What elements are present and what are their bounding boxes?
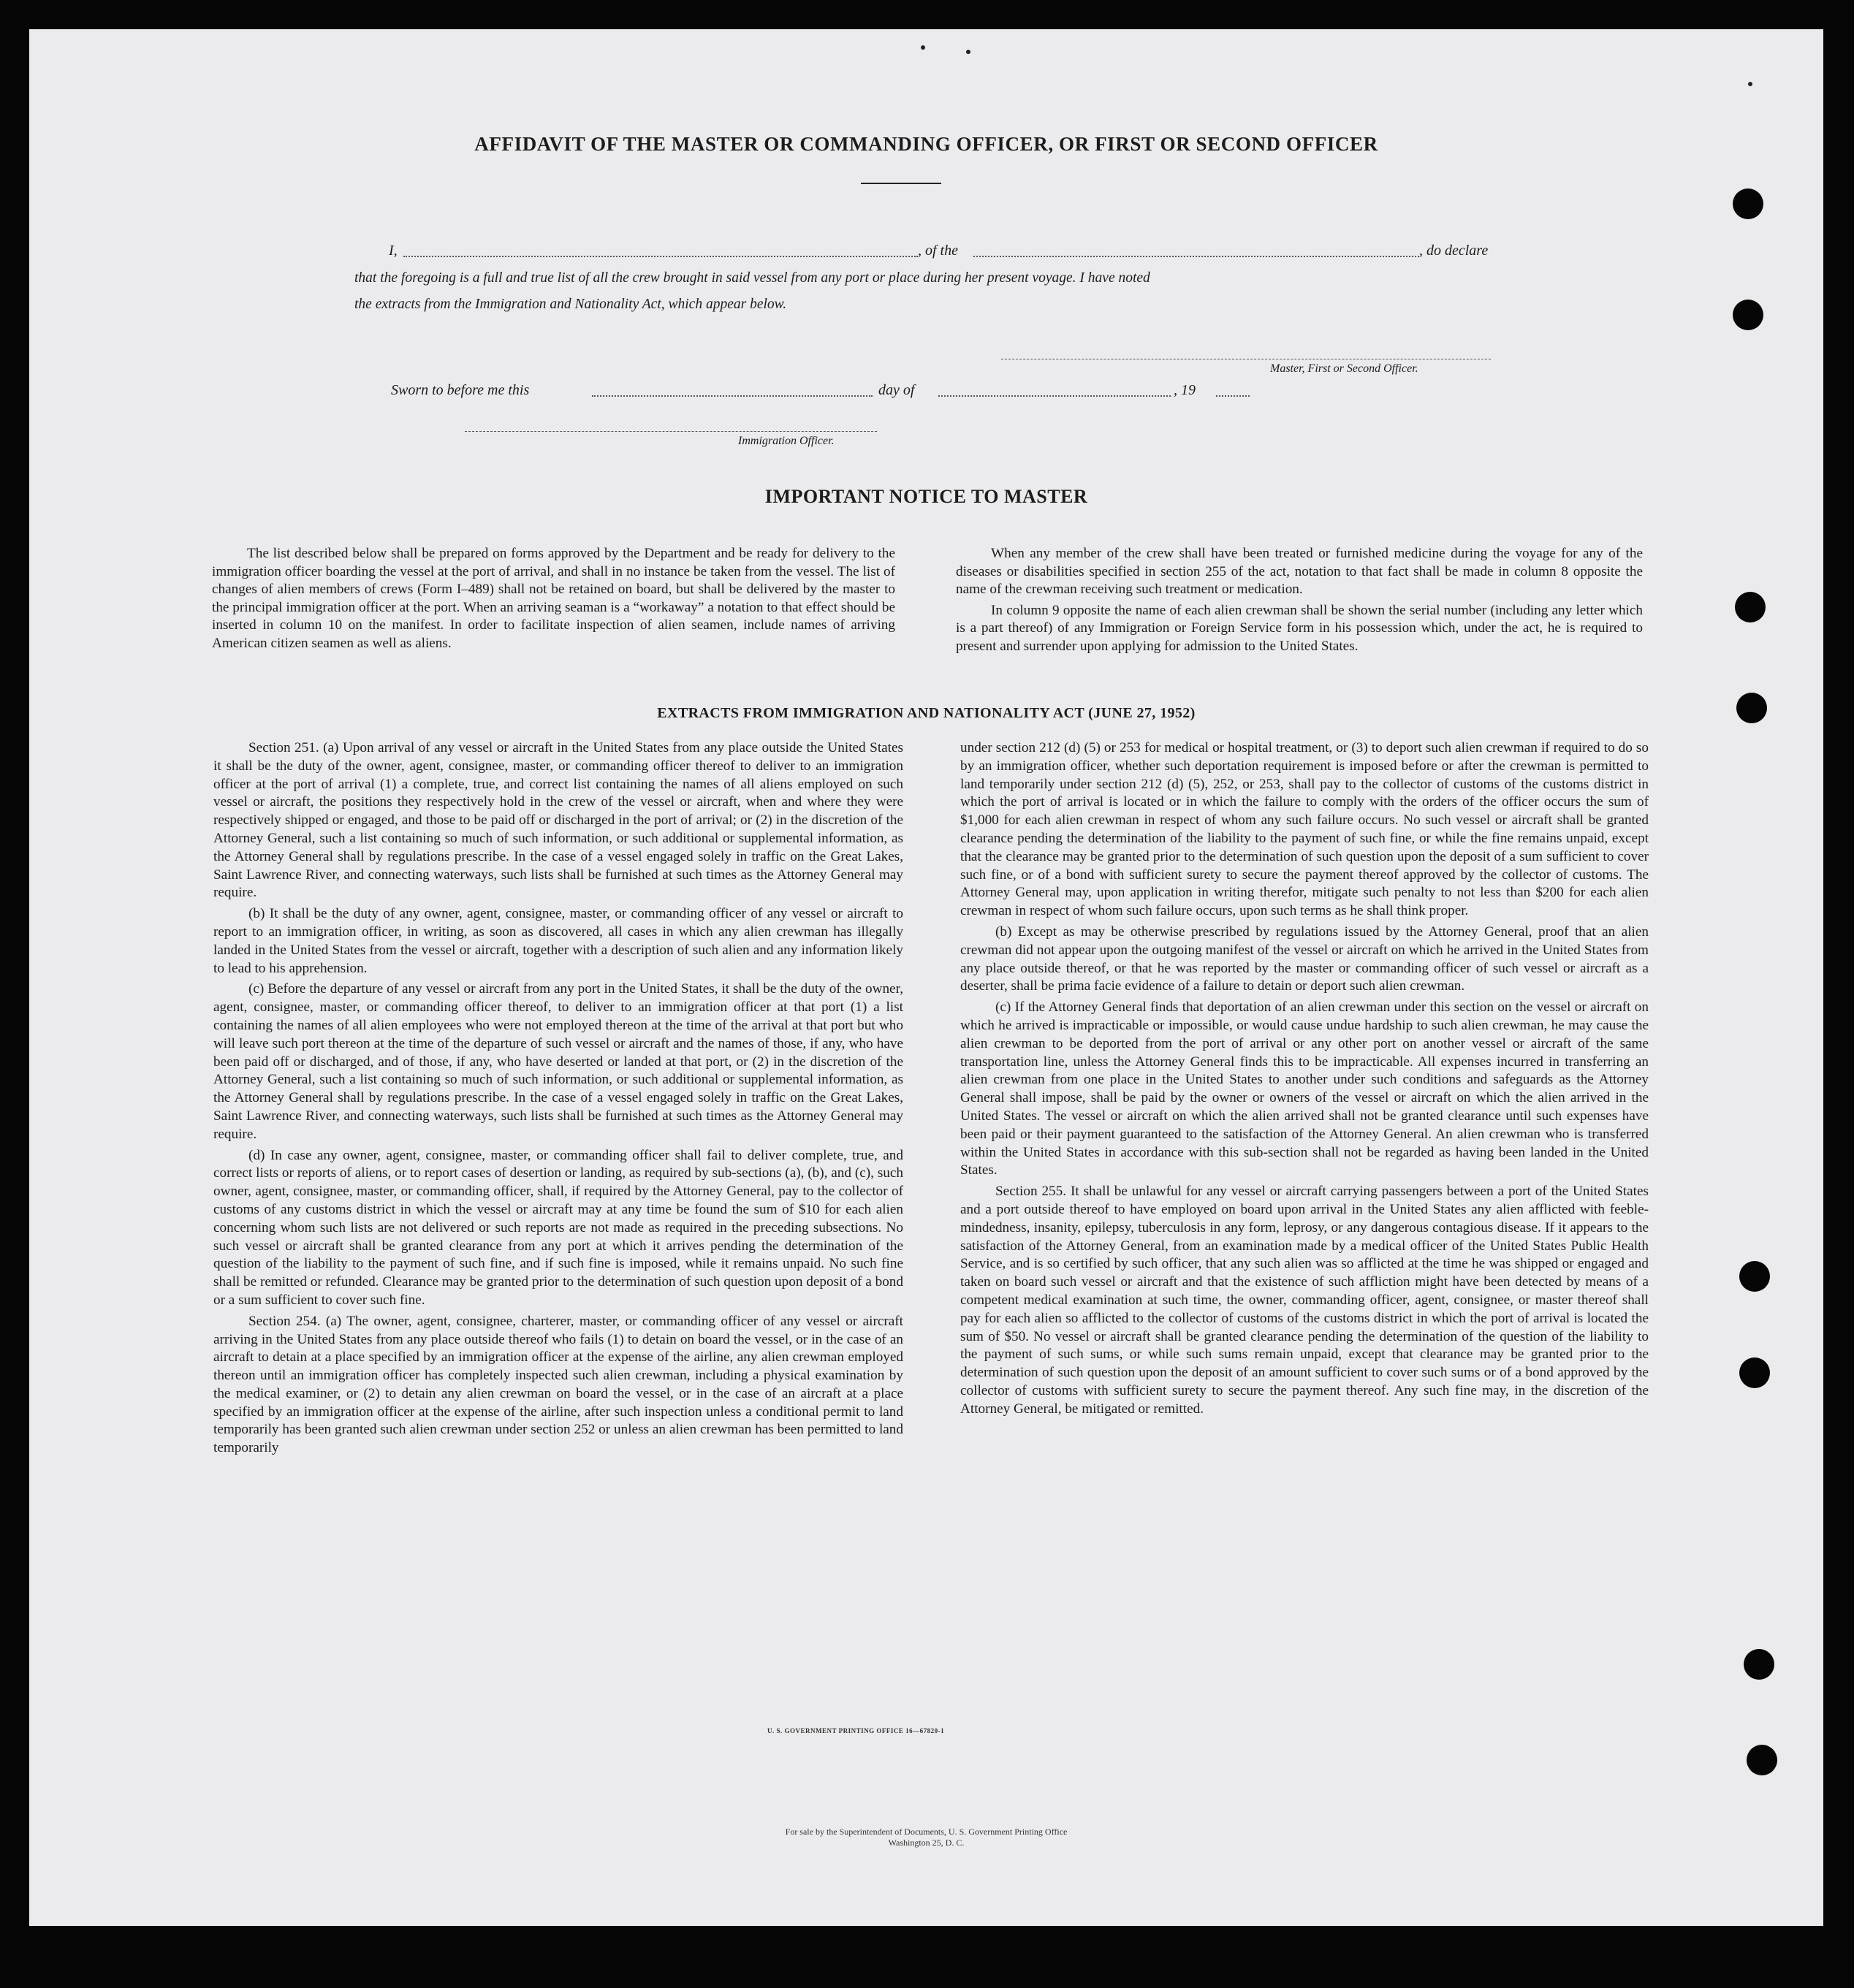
footer — [29, 1827, 1823, 1848]
punch-hole — [1733, 188, 1763, 219]
section-254c-paragraph: (c) If the Attorney General finds that deportation of an alien crewman under this section on the vessel or aircraft on which he arrived is impracticable or impossible, or would cause undue hardship to such alien crewman, he may cause the alien crewman to be deported from the port of arrival or any other port on another vessel or aircraft of the same transportation line, unless the Attorney General finds this to be impracticable. All expenses incurred in transferring an alien crewman from one place in the United States to another under such conditions and safeguards as the Attorney General shall impose, shall be paid by the owner or owners of the vessel or aircraft on which the alien arrived in the United States. The vessel or aircraft on which the alien arrived shall not be granted clearance until such expenses have been paid or their payment guaranteed to the satisfaction of the Attorney General. An alien crewman who is transferred within the United States in accordance with this sub-section shall not be regarded as having been landed in the United States. — [960, 999, 1649, 1178]
day-of-label: day of — [878, 382, 915, 398]
section-251d-paragraph: (d) In case any owner, agent, consignee, master, or commanding officer shall fail to deliver complete, true, and correct lists or reports of aliens, or to report cases of desertion or landing, as required by sub-sections (a), (b), and (c), such owner, agent, consignee, master, or commanding officer, shall, if required by the Attorney General, pay to the collector of customs of any customs district in which the vessel or aircraft may at any time be found the sum of $10 for each alien concerning whom such lists are not delivered or such reports are not made as required in the preceding subsections. No such vessel or aircraft shall be granted clearance from any port at which it arrives pending the determination of the question of the liability to the payment of such fine, and if such fine is imposed, while it remains unpaid. No such fine shall be remitted or refunded. Clearance may be granted prior to the determination of such question upon deposit of a bond or a sum sufficient to cover such fine. — [213, 1147, 903, 1308]
notice-paragraph: When any member of the crew shall have been treated or furnished medicine during the voyage for any of the diseases or disabilities specified in section 255 of the act, notation to that fact shall be made in column 8 opposite the name of the crewman receiving such treatment or medication. — [956, 546, 1643, 597]
extracts-title: EXTRACTS FROM IMMIGRATION AND NATIONALITY ACT (JUNE 27, 1952) — [657, 705, 1196, 721]
of-the-label: , of the — [918, 243, 958, 259]
punch-hole — [1739, 1261, 1770, 1292]
punch-hole — [1733, 300, 1763, 330]
footer-line-1: For sale by the Superintendent of Documents, U. S. Government Printing Office — [785, 1827, 1068, 1837]
section-255-paragraph: Section 255. It shall be unlawful for any vessel or aircraft carrying passengers between a port of the United States and a port outside thereof to have employed on board upon arrival in the United States any alien afflicted with feeble-mindedness, insanity, epilepsy, tuberculosis in any form, leprosy, or any dangerous contagious disease. If it appears to the satisfaction of the Attorney General, from an examination made by a medical officer of the United States Public Health Service, and is so certified by such officer, that any such alien was so afflicted at the time he was shipped or engaged and taken on board such vessel or aircraft and that the existence of such affliction might have been detected by means of a competent medical examination at such time, the owner, commanding officer, agent, consignee, or master thereof shall pay for each alien so afflicted to the collector of customs of the customs district in which the port of arrival is located the sum of $50. No vessel or aircraft shall be granted clearance pending the determination of the question of the liability to the payment of such sums, or while such sums remain unpaid, except that clearance may be granted prior to the determination of such question upon the deposit of an amount sufficient to cover such sums or of a bond approved by the collector of customs with sufficient surety to secure the payment thereof. Any such fine may, in the discretion of the Attorney General, be mitigated or remitted. — [960, 1184, 1649, 1417]
section-254a-paragraph: Section 254. (a) The owner, agent, consignee, charterer, master, or commanding officer of any vessel or aircraft arriving in the United States from any place outside thereof who fails (1) to detain on board the vessel, or in the case of an aircraft to detain at a place specified by an immigration officer at the expense of the airline, any alien crewman employed thereon until an immigration officer has completely inspected such alien crewman, including a physical examination by the medical examiner, or (2) to detain any alien crewman on board the vessel, or in the case of an aircraft at a place specified by an immigration officer at the expense of the airline, after such inspection unless a conditional permit to land temporarily has been granted such alien crewman under section 252 or unless an alien crewman has been permitted to land temporarily — [213, 1313, 903, 1456]
sworn-label: Sworn to before me this — [391, 382, 530, 398]
name-blank-line[interactable] — [403, 256, 918, 257]
notice-title: IMPORTANT NOTICE TO MASTER — [764, 486, 1088, 507]
section-251c-paragraph: (c) Before the departure of any vessel or aircraft from any port in the United States, it shall be the duty of the owner, agent, consignee, master, or commanding officer thereof, to deliver to an immigration officer at that port (1) a list containing the names of all alien employees who were not employed thereon at the time of the arrival at that port but who will leave such port thereon at the time of the departure of such vessel or aircraft and the names of those, if any, who have been paid off or discharged, and of those, if any, who have deserted or landed at that port, or (2) in the discretion of the Attorney General, such a list containing so much of such information, or such additional or supplemental information, as the Attorney General shall by regulations prescribe. In the case of a vessel engaged solely in traffic on the Great Lakes, Saint Lawrence River, and connecting waterways, such lists shall be furnished at such times as the Attorney General may require. — [213, 981, 903, 1142]
officer-signature-line[interactable] — [465, 431, 877, 432]
i-label: I, — [389, 243, 398, 259]
section-254b-paragraph: (b) Except as may be otherwise prescribed by regulations issued by the Attorney General, proof that an alien crewman did not appear upon the outgoing manifest of the vessel or aircraft on which he arrived in the United States from any place outside thereof, or that he was reported by the master or commanding officer of such vessel or aircraft as a deserter, shall be prima facie evidence of a failure to detain or deport such alien crewman. — [960, 923, 1649, 994]
officer-signature-caption: Immigration Officer. — [738, 435, 835, 447]
declaration-line-2: the extracts from the Immigration and Nationality Act, which appear below. — [354, 297, 787, 312]
punch-hole — [1744, 1649, 1774, 1680]
month-blank-line[interactable] — [938, 395, 1171, 397]
do-declare-label: , do declare — [1419, 243, 1489, 259]
punch-hole — [1739, 1357, 1770, 1388]
year-blank-line[interactable] — [1216, 395, 1250, 397]
punch-hole — [1747, 1745, 1777, 1775]
print-speck — [966, 50, 970, 54]
section-251b-paragraph: (b) It shall be the duty of any owner, agent, consignee, master, or commanding officer of any vessel or aircraft to report to an immigration officer, in writing, as soon as discovered, all cases in which any alien crewman has illegally landed in the United States from the vessel or aircraft, together with a description of such alien and any information likely to lead to his apprehension. — [213, 906, 903, 976]
year-label: , 19 — [1174, 382, 1196, 398]
vessel-blank-line[interactable] — [973, 256, 1419, 257]
section-254a-continued-paragraph: under section 212 (d) (5) or 253 for medical or hospital treatment, or (3) to deport such alien crewman if required to do so by an immigration officer, whether such deportation requirement is imposed before or after the crewman is permitted to land temporarily under section 212 (d) (5), 252, or 253, shall pay to the collector of customs of the customs district in which the port of arrival is located or in which the failure to comply with the orders of the officer occurs the sum of $1,000 for each alien crewman in respect of whom any such failure occurs. No such vessel or aircraft shall be granted clearance pending the determination of the liability to the payment of such fine, or while the fine remains unpaid, except that the clearance may be granted prior to the determination of such question upon the deposit of a sum sufficient to cover such fine, or of a bond with sufficient surety to secure the payment thereof approved by the collector of customs. The Attorney General may, upon application in writing therefor, mitigate such penalty to not less than $200 for each alien crewman in respect of whom such failure occurs, upon such terms as he shall think proper. — [960, 740, 1649, 919]
affidavit-title: AFFIDAVIT OF THE MASTER OR COMMANDING OFFICER, OR FIRST OR SECOND OFFICER — [474, 133, 1378, 155]
print-speck — [1748, 82, 1752, 86]
extracts-left-column — [213, 739, 903, 1460]
footer-line-2: Washington 25, D. C. — [888, 1837, 965, 1848]
sworn-day-blank-line[interactable] — [592, 395, 873, 397]
section-251a-paragraph: Section 251. (a) Upon arrival of any vessel or aircraft in the United States from any place outside the United States it shall be the duty of the owner, agent, consignee, master, or commanding officer thereof to deliver to an immigration officer at the port of arrival (1) a complete, true, and correct list containing the names of all aliens employed on such vessel or aircraft, the positions they respectively hold in the crew of the vessel or aircraft, when and where they were respectively shipped or engaged, and those to be paid off or discharged in the port of arrival; or (2) in the discretion of the Attorney General, such a list containing so much of such information, or such additional or supplemental information, as the Attorney General shall by regulations prescribe. In the case of a vessel engaged solely in traffic on the Great Lakes, Saint Lawrence River, and connecting waterways, such lists shall be furnished at such times as the Attorney General may require. — [213, 740, 903, 901]
printing-office-line: U. S. GOVERNMENT PRINTING OFFICE 16—67820-1 — [767, 1727, 945, 1734]
notice-left-column — [212, 545, 895, 655]
title-divider — [861, 183, 941, 184]
form-page — [29, 29, 1823, 1926]
punch-hole — [1735, 592, 1766, 622]
master-signature-caption: Master, First or Second Officer. — [1270, 362, 1418, 375]
notice-right-column — [956, 545, 1643, 658]
extracts-right-column — [960, 739, 1649, 1421]
notice-paragraph: The list described below shall be prepared on forms approved by the Department and be ready for delivery to the immigration officer boarding the vessel at the port of arrival, and shall in no instance be taken from the vessel. The list of changes of alien members of crews (Form I–489) shall not be retained on board, but shall be delivered by the master to the principal immigration officer at the port. When an arriving seaman is a “workaway” a notation to that effect should be inserted in column 10 on the manifest. In order to facilitate inspection of alien seamen, include names of arriving American citizen seamen as well as aliens. — [212, 546, 895, 651]
print-speck — [921, 45, 925, 50]
notice-paragraph: In column 9 opposite the name of each alien crewman shall be shown the serial number (including any letter which is a part thereof) of any Immigration or Foreign Service form in his possession which, under the act, he is required to present and surrender upon applying for admission to the United States. — [956, 602, 1643, 654]
declaration-line-1: that the foregoing is a full and true list of all the crew brought in said vessel from any port or place during her present voyage. I have noted — [354, 270, 1150, 286]
